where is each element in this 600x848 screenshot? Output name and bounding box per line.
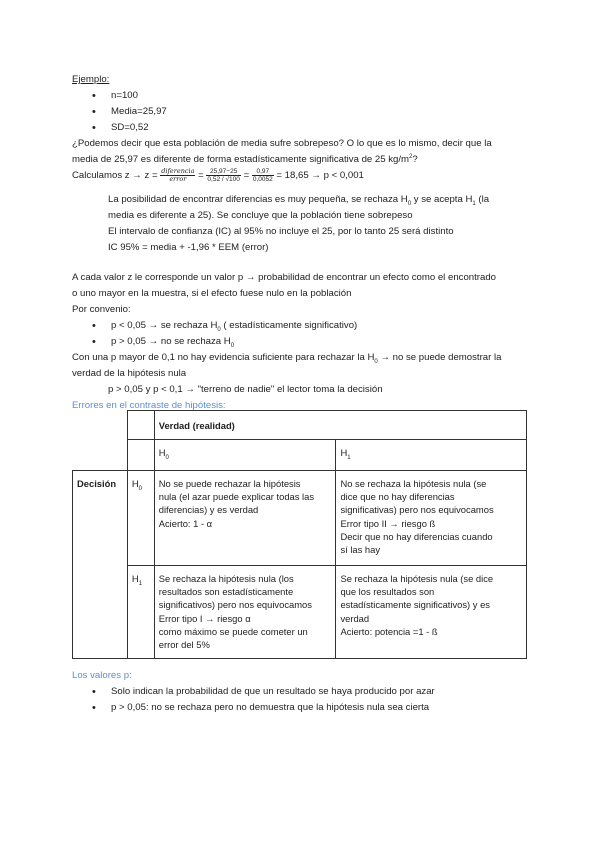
cell-decide-h0-truth-h1: No se rechaza la hipótesis nula (se dice que no hay diferencias significativas) pero nos equivocamos Error tipo II → riesgo ß Decir que no hay diferencias cuando sí las hay [336, 471, 527, 566]
explanation-line-1: La posibilidad de encontrar diferencias es muy pequeña, se rechaza $H_0$ y se acepta $H_1$ (la [108, 194, 490, 207]
example-heading: Ejemplo: [72, 74, 110, 85]
pvalues-bullet-chance: • Solo indican la probabilidad de que un resultado se haya producido por azar [111, 686, 435, 697]
truth-header: Verdad (realidad) [154, 411, 526, 440]
pvalues-bullet-not-proof: • p > 0,05: no se rechaza pero no demuestra que la hipótesis nula sea cierta [111, 702, 429, 713]
example-bullet-sd: • SD=0,52 [111, 122, 149, 133]
question-line-2: media de 25,97 es diferente de forma estadísticamente significativa de 25 $kg/m^2$? [72, 154, 418, 166]
explanation-line-2: media es diferente a 25). Se concluye que la población tiene sobrepeso [108, 210, 413, 221]
middle-zone-line: p > 0,05 y p < 0,1 → "terreno de nadie" el lector toma la decisión [108, 384, 383, 395]
cell-decide-h1-truth-h0: Se rechaza la hipótesis nula (los resultados son estadísticamente significativos) pero nos equivocamos Error tipo I → riesgo α como máximo se puede cometer un error del 5% [154, 566, 336, 659]
decision-h0-label: $H_0$ [127, 471, 154, 566]
mayor-line-1: Con una p mayor de 0,1 no hay evidencia suficiente para rechazar la $H_0$ → no se puede demostrar la [72, 352, 502, 365]
mayor-line-2: verdad de la hipótesis nula [72, 368, 187, 379]
truth-h0-header: $H_0$ [154, 440, 336, 471]
pvalue-line-2: o uno mayor en la muestra, si el efecto fuese nulo en la población [72, 288, 352, 299]
convention-label: Por convenio: [72, 304, 131, 315]
explanation-line-4: IC 95% = media + -1,96 * EEM (error) [108, 242, 269, 253]
pvalues-heading: Los valores p: [72, 670, 132, 681]
example-bullet-media: • Media=25,97 [111, 106, 167, 117]
pvalue-line-1: A cada valor z le corresponde un valor p → probabilidad de encontrar un efecto como el encontrado [72, 272, 496, 283]
truth-h1-header: $H_1$ [336, 440, 527, 471]
convention-bullet-reject: • p < 0,05 → se rechaza $H_0$ ( estadísticamente significativo) [111, 320, 357, 333]
decision-label: Decisión [73, 471, 128, 659]
errors-heading: Errores en el contraste de hipótesis: [72, 400, 226, 411]
example-bullet-n: • n=100 [111, 90, 138, 101]
decision-h1-label: $H_1$ [127, 566, 154, 659]
errors-table [72, 410, 527, 659]
cell-decide-h0-truth-h0: No se puede rechazar la hipótesis nula (el azar puede explicar todas las diferencias) y es verdad Acierto: 1 - α [154, 471, 336, 566]
explanation-line-3: El intervalo de confianza (IC) al 95% no incluye el 25, por lo tanto 25 será distinto [108, 226, 454, 237]
convention-bullet-not-reject: • p > 0,05 → no se rechaza $H_0$ [111, 336, 234, 349]
cell-decide-h1-truth-h1: Se rechaza la hipótesis nula (se dice que los resultados son estadísticamente significativos) y es verdad Acierto: potencia =1 - ß [336, 566, 527, 659]
z-calculation: Calculamos z → z = $\frac{\text{diferencia}}{\text{error}}$ = $\frac{25,97-25}{0,52 / √100}$ = $\frac{0,97}{0,0052}$ = 18,65 → p < 0,001 [72, 167, 364, 183]
question-line-1: ¿Podemos decir que esta población de media sufre sobrepeso? O lo que es lo mismo, decir que la [72, 138, 492, 149]
